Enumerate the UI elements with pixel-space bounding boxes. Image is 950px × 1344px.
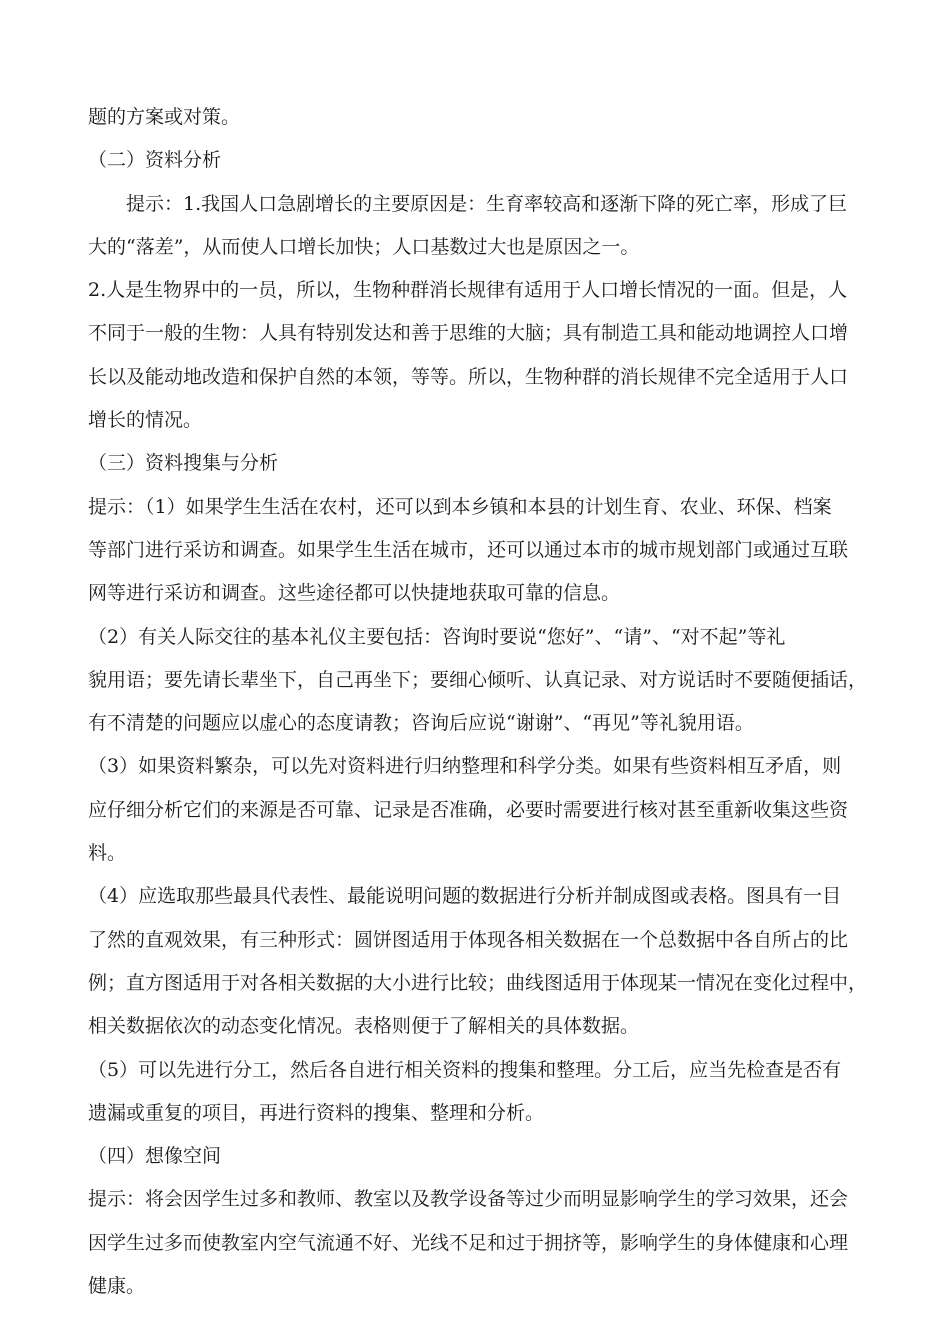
text-line-18: （4）应选取那些最具代表性、最能说明问题的数据进行分析并制成图或表格。图具有一目 bbox=[88, 885, 842, 908]
text-line-22: （5）可以先进行分工，然后各自进行相关资料的搜集和整理。分工后，应当先检查是否有 bbox=[88, 1058, 842, 1081]
text-line-3: 大的“落差”，从而使人口增长加快；人口基数过大也是原因之一。 bbox=[88, 235, 640, 258]
text-line-5: 不同于一般的生物：人具有特别发达和善于思维的大脑；具有制造工具和能动地调控人口增 bbox=[88, 322, 849, 345]
section-heading-3: （三）资料搜集与分析 bbox=[88, 452, 279, 475]
text-line-0: 题的方案或对策。 bbox=[88, 106, 241, 128]
text-line-19: 了然的直观效果，有三种形式：圆饼图适用于体现各相关数据在一个总数据中各自所占的比 bbox=[88, 928, 849, 951]
document-body bbox=[88, 96, 868, 1308]
text-line-11: 网等进行采访和调查。这些途径都可以快捷地获取可靠的信息。 bbox=[88, 582, 621, 605]
text-line-2: 提示：1.我国人口急剧增长的主要原因是：生育率较高和逐渐下降的死亡率，形成了巨 bbox=[126, 192, 848, 215]
text-line-27: 健康。 bbox=[88, 1275, 146, 1298]
text-line-20: 例；直方图适用于对各相关数据的大小进行比较；曲线图适用于体现某一情况在变化过程中， bbox=[88, 971, 868, 994]
text-line-10: 等部门进行采访和调查。如果学生生活在城市，还可以通过本市的城市规划部门或通过互联 bbox=[88, 538, 849, 561]
text-line-26: 因学生过多而使教室内空气流通不好、光线不足和过于拥挤等，影响学生的身体健康和心理 bbox=[88, 1231, 849, 1254]
text-line-4: 2.人是生物界中的一员，所以，生物种群消长规律有适用于人口增长情况的一面。但是，人 bbox=[88, 279, 848, 302]
text-line-6: 长以及能动地改造和保护自然的本领，等等。所以，生物种群的消长规律不完全适用于人口 bbox=[88, 365, 849, 388]
text-line-17: 料。 bbox=[88, 842, 127, 865]
text-line-16: 应仔细分析它们的来源是否可靠、记录是否准确，必要时需要进行核对甚至重新收集这些资 bbox=[88, 798, 849, 821]
text-line-21: 相关数据依次的动态变化情况。表格则便于了解相关的具体数据。 bbox=[88, 1015, 640, 1038]
text-line-23: 遗漏或重复的项目，再进行资料的搜集、整理和分析。 bbox=[88, 1101, 545, 1124]
text-line-9: 提示：（1）如果学生生活在农村，还可以到本乡镇和本县的计划生育、农业、环保、档案 bbox=[88, 495, 832, 518]
text-line-13: 貌用语；要先请长辈坐下，自己再坐下；要细心倾听、认真记录、对方说话时不要随便插话， bbox=[88, 668, 868, 691]
text-line-12: （2）有关人际交往的基本礼仪主要包括：咨询时要说“您好”、“请”、“对不起”等礼 bbox=[88, 625, 786, 648]
section-heading-2: （二）资料分析 bbox=[88, 149, 222, 172]
text-line-14: 有不清楚的问题应以虚心的态度请教；咨询后应说“谢谢”、“再见”等礼貌用语。 bbox=[88, 712, 754, 735]
text-line-25: 提示：将会因学生过多和教师、教室以及教学设备等过少而明显影响学生的学习效果，还会 bbox=[88, 1188, 849, 1211]
section-heading-4: （四）想像空间 bbox=[88, 1145, 222, 1168]
text-line-15: （3）如果资料繁杂，可以先对资料进行归纳整理和科学分类。如果有些资料相互矛盾，则 bbox=[88, 755, 842, 778]
text-line-7: 增长的情况。 bbox=[88, 409, 203, 432]
